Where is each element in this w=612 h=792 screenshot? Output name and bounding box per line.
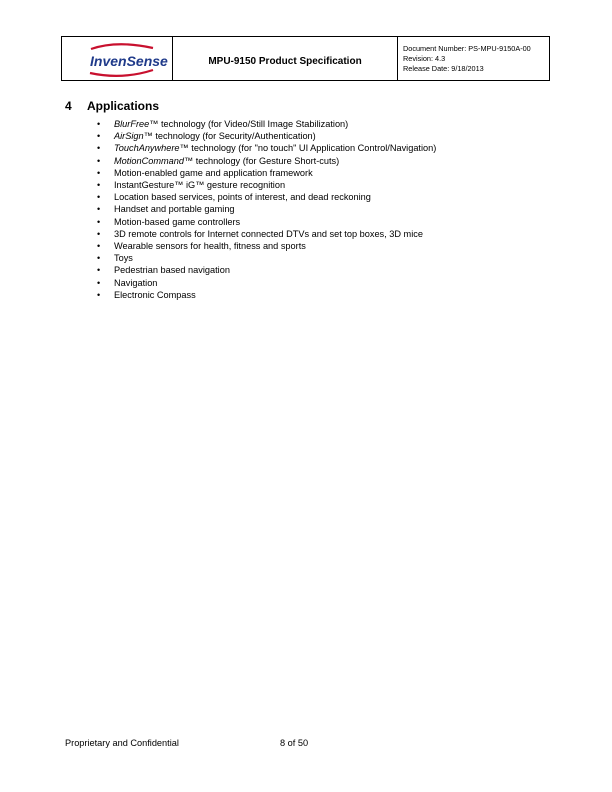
list-item	[97, 167, 436, 179]
list-item-text: Pedestrian based navigation	[114, 265, 230, 276]
list-item-text: InstantGesture™ iG™ gesture recognition	[114, 180, 286, 191]
list-item	[97, 228, 436, 240]
list-item-text: ™ technology (for Gesture Short-cuts)	[183, 155, 340, 166]
list-item-text: ™ technology (for Video/Still Image Stabilization)	[149, 119, 349, 129]
list-item-text: Wearable sensors for health, fitness and sports	[114, 241, 306, 252]
list-item	[97, 252, 436, 264]
list-item	[97, 142, 436, 154]
list-item-text: Electronic Compass	[114, 289, 196, 300]
document-title: MPU-9150 Product Specification	[173, 37, 398, 80]
trademark-name: AirSign	[114, 131, 144, 142]
list-item-text: Handset and portable gaming	[114, 204, 235, 215]
revision: Revision: 4.3	[403, 54, 446, 63]
list-item	[97, 191, 436, 203]
list-item	[97, 179, 436, 191]
svg-text:InvenSense: InvenSense	[90, 53, 168, 69]
list-item-text: Motion-enabled game and application framework	[114, 167, 313, 178]
document-header	[61, 36, 550, 81]
list-item-text: Motion-based game controllers	[114, 216, 241, 227]
list-item	[97, 118, 436, 130]
list-item-text: ™ technology (for "no touch" UI Application Control/Navigation)	[179, 143, 437, 154]
release-date: Release Date: 9/18/2013	[403, 64, 484, 73]
document-number: Document Number: PS-MPU-9150A-00	[403, 44, 531, 53]
list-item-text: Toys	[114, 253, 133, 264]
list-item	[97, 277, 436, 289]
section-number: 4	[65, 99, 72, 113]
footer-page-number: 8 of 50	[280, 738, 309, 748]
list-item	[97, 289, 436, 301]
invensense-logo	[87, 42, 168, 78]
applications-list	[97, 118, 436, 301]
list-item-text: ™ technology (for Security/Authentication)	[143, 131, 316, 142]
list-item-text: Location based services, points of interest, and dead reckoning	[114, 192, 371, 203]
list-item	[97, 240, 436, 252]
document-meta	[398, 37, 549, 80]
list-item	[97, 155, 436, 167]
trademark-name: TouchAnywhere	[114, 143, 180, 154]
list-item	[97, 130, 436, 142]
list-item-text: Navigation	[114, 277, 158, 288]
list-item	[97, 264, 436, 276]
trademark-name: MotionCommand	[114, 155, 184, 166]
logo-cell	[62, 37, 173, 80]
section-title: Applications	[87, 99, 160, 113]
trademark-name: BlurFree	[114, 119, 150, 129]
footer-confidential: Proprietary and Confidential	[65, 738, 179, 748]
section-heading	[65, 99, 159, 113]
list-item	[97, 203, 436, 215]
list-item	[97, 216, 436, 228]
list-item-text: 3D remote controls for Internet connected DTVs and set top boxes, 3D mice	[114, 228, 423, 239]
